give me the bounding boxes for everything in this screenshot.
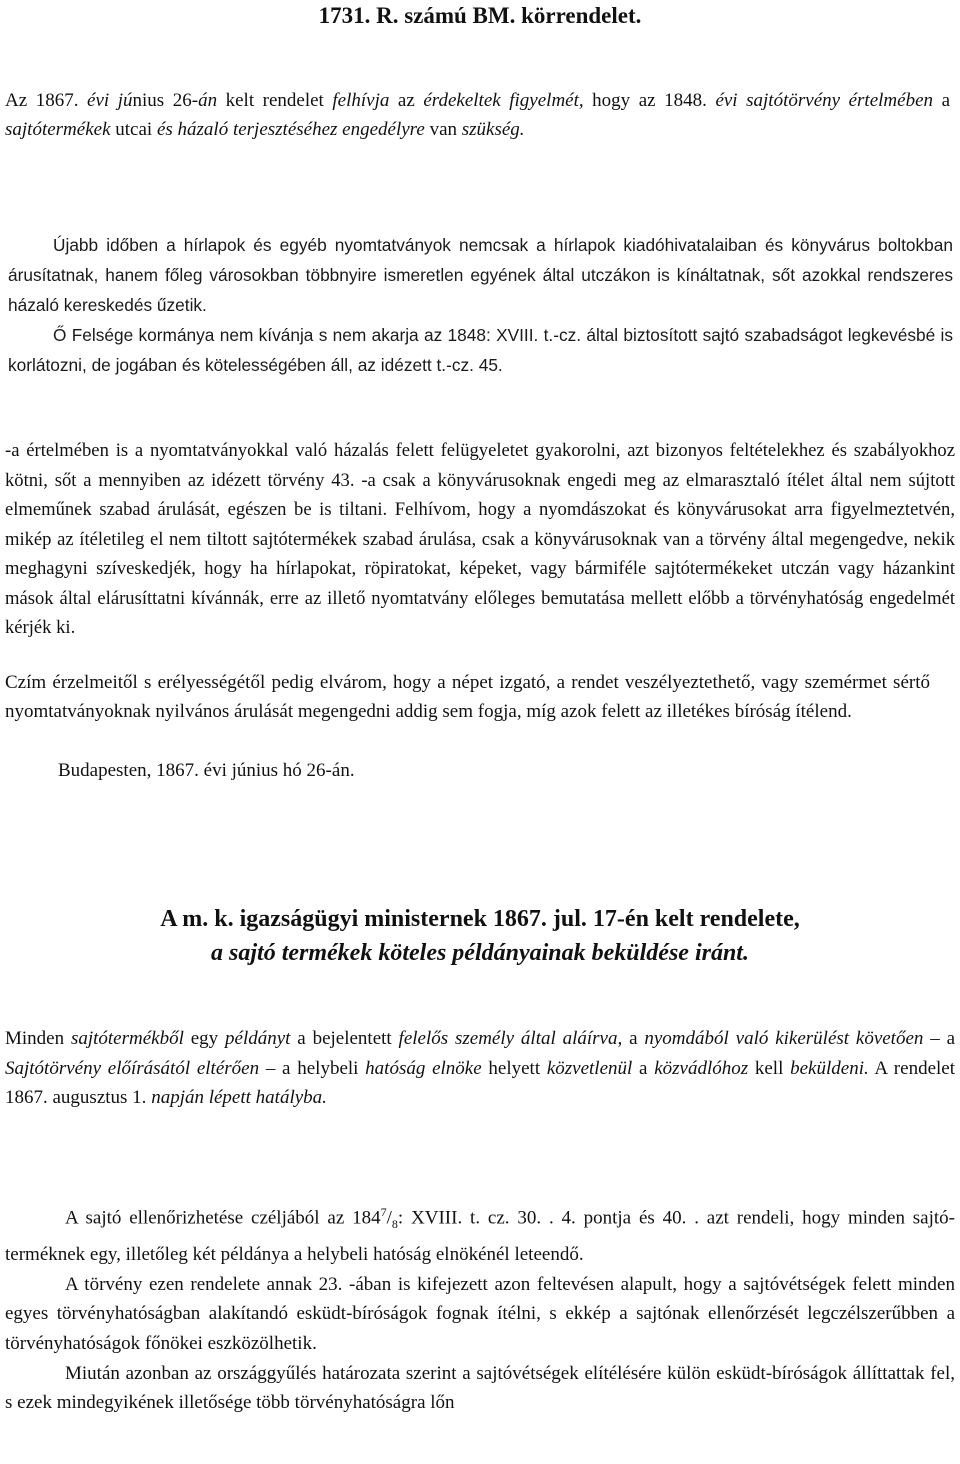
fraction-denominator: 8 (391, 1217, 398, 1232)
minden-italic: hatóság elnöke (365, 1057, 482, 1079)
minden-text: kell (748, 1057, 791, 1079)
sajto-section (5, 1198, 955, 1418)
minden-text: Minden (5, 1028, 71, 1049)
minden-italic: nyomdából való kikerülést követően (644, 1028, 924, 1049)
intro-text: a (933, 90, 950, 111)
minden-text: egy (183, 1028, 226, 1049)
sajto-paragraph-2: A törvény ezen rendelete annak 23. -ában is kifejezett azon feltevésen alapult, hogy a sajtóvétségek felett minden egyes törvényhatóságban alakítandó esküdt-bíróságok fognak ítélni, s ekkép a sajtónak ellenőrzését legczélszerűbben a törvényhatóságok főnökei eszközölhetik. (5, 1273, 955, 1354)
document-title: 1731. R. számú BM. körrendelet. (318, 3, 642, 28)
intro-italic: án (198, 90, 218, 111)
fraction-numerator: 7 (380, 1205, 387, 1219)
minden-italic: napján lépett hatályba. (151, 1087, 327, 1108)
intro-text: hogy az 1848. (583, 90, 716, 111)
intro-italic: sajtótermékek (5, 119, 111, 140)
minden-italic: közvetlenül (546, 1057, 633, 1079)
intro-text: Az 1867. (5, 90, 88, 111)
minden-text: a bejelentett (290, 1028, 399, 1049)
supervision-paragraph: -a értelmében is a nyomtatványokkal való házalás felett felügyeletet gyakorolni, azt bizonyos feltételekhez és szabályokhoz kötni, sőt a mennyiben az idézett törvény 43. -a csak a könyvárusoknak engedi meg az elmarasztaló ítélet által nem sújtott elmeműnek szabad árulását, egészen be is tiltani. Felhívom, hogy a nyomdászokat és könyvárusokat arra figyelmeztetvén, mikép az ítéletileg el nem tiltott sajtótermékek szabad árulása, csak a könyvárusoknak van a törvény által megengedve, nekik meghagyni szíveskedjék, hogy ha hírlapokat, röpiratokat, képeket, vagy bármiféle sajtótermékeket utczán vagy házankint mások által elárusíttatni kívánnák, erre az illető nyomtatvány előleges bemutatása mellett előbb a törvényhatóság engedelmét kérjék ki. (5, 440, 955, 638)
minden-italic: felelős személy által aláírva, (398, 1028, 623, 1049)
minden-italic: beküldeni. (790, 1057, 869, 1079)
section-heading-line2: a sajtó termékek köteles példányainak beküldése iránt. (211, 940, 749, 966)
sajto-paragraph-3: Miután azonban az országgyűlés határozata szerint a sajtóvétségek elítélésére külön esküdt-bíróságok állíttattak fel, s ezek mindegyikének illetősége több törvényhatóságra lőn (5, 1362, 955, 1414)
intro-text: az (389, 90, 424, 111)
sans-paragraph-1: Újabb időben a hírlapok és egyéb nyomtatványok nemcsak a hírlapok kiadóhivatalaiban és könyvárus boltokban árusítatnak, hanem főleg városokban többnyire ismeretlen egyének által utczákon is kínáltatnak, sőt azokkal rendszeres házaló kereskedés űzetik. (8, 235, 953, 315)
intro-italic: felhívja (332, 90, 390, 111)
intro-italic: és házaló terjesztéséhez engedélyre (156, 119, 425, 140)
fraction-slash: / (386, 1207, 392, 1229)
minden-italic: példányt (225, 1028, 291, 1049)
intro-italic: évi jú (87, 90, 133, 111)
minden-text: – a helybeli (259, 1057, 366, 1079)
minden-italic: Sajtótörvény előírásától eltérően (5, 1057, 260, 1079)
minden-text: A rendelet 1867. augusztus 1. (5, 1057, 955, 1108)
intro-italic: szükség. (461, 119, 525, 140)
minden-text: a (622, 1028, 645, 1049)
minden-text: – a (923, 1028, 956, 1049)
section-heading-line1: A m. k. igazságügyi ministernek 1867. jul. 17-én kelt rendelete, (160, 906, 800, 932)
minden-italic: sajtótermékből (70, 1028, 184, 1049)
sans-block (8, 230, 953, 380)
cim-paragraph: Czím érzelmeitől s erélyességétől pedig elvárom, hogy a népet izgató, a rendet veszélyeztethető, vagy szemérmet sértő nyomtatványoknak nyilvános árulását megengedni addig sem fogja, míg azok felett az illetékes bíróság ítélend. (5, 672, 930, 723)
minden-italic: közvádlóhoz (654, 1057, 749, 1079)
date-line: Budapesten, 1867. évi június hó 26-án. (58, 760, 355, 781)
intro-paragraph (5, 86, 950, 144)
section-heading (0, 902, 960, 970)
sajto-text: : XVIII. t. cz. 30. . 4. pontja és 40. . azt rendeli, hogy minden sajtó-terméknek egy, illetőleg két példánya a helybeli hatóság elnökénél leteendő. (5, 1207, 955, 1265)
minden-paragraph (5, 1024, 955, 1113)
minden-text: a (632, 1057, 655, 1079)
sajto-paragraph-1 (5, 1198, 955, 1270)
intro-text: kelt rendelet (217, 90, 333, 111)
intro-italic: érdekeltek figyelmét, (423, 90, 584, 111)
intro-text: van (424, 119, 462, 140)
sajto-text: A sajtó ellenőrizhetése czéljából az 184 (65, 1207, 381, 1229)
sans-paragraph-2: Ő Felsége kormánya nem kívánja s nem akarja az 1848: XVIII. t.-cz. által biztosított sajtó szabadságot legkevésbé is korlátozni, de jogában és kötelességében áll, az idézett t.-cz. 45. (8, 325, 953, 375)
intro-text: nius 26- (132, 90, 199, 111)
intro-text: utcai (110, 119, 157, 140)
intro-italic: évi sajtótörvény értelmében (715, 90, 934, 111)
minden-text: helyett (481, 1057, 547, 1079)
